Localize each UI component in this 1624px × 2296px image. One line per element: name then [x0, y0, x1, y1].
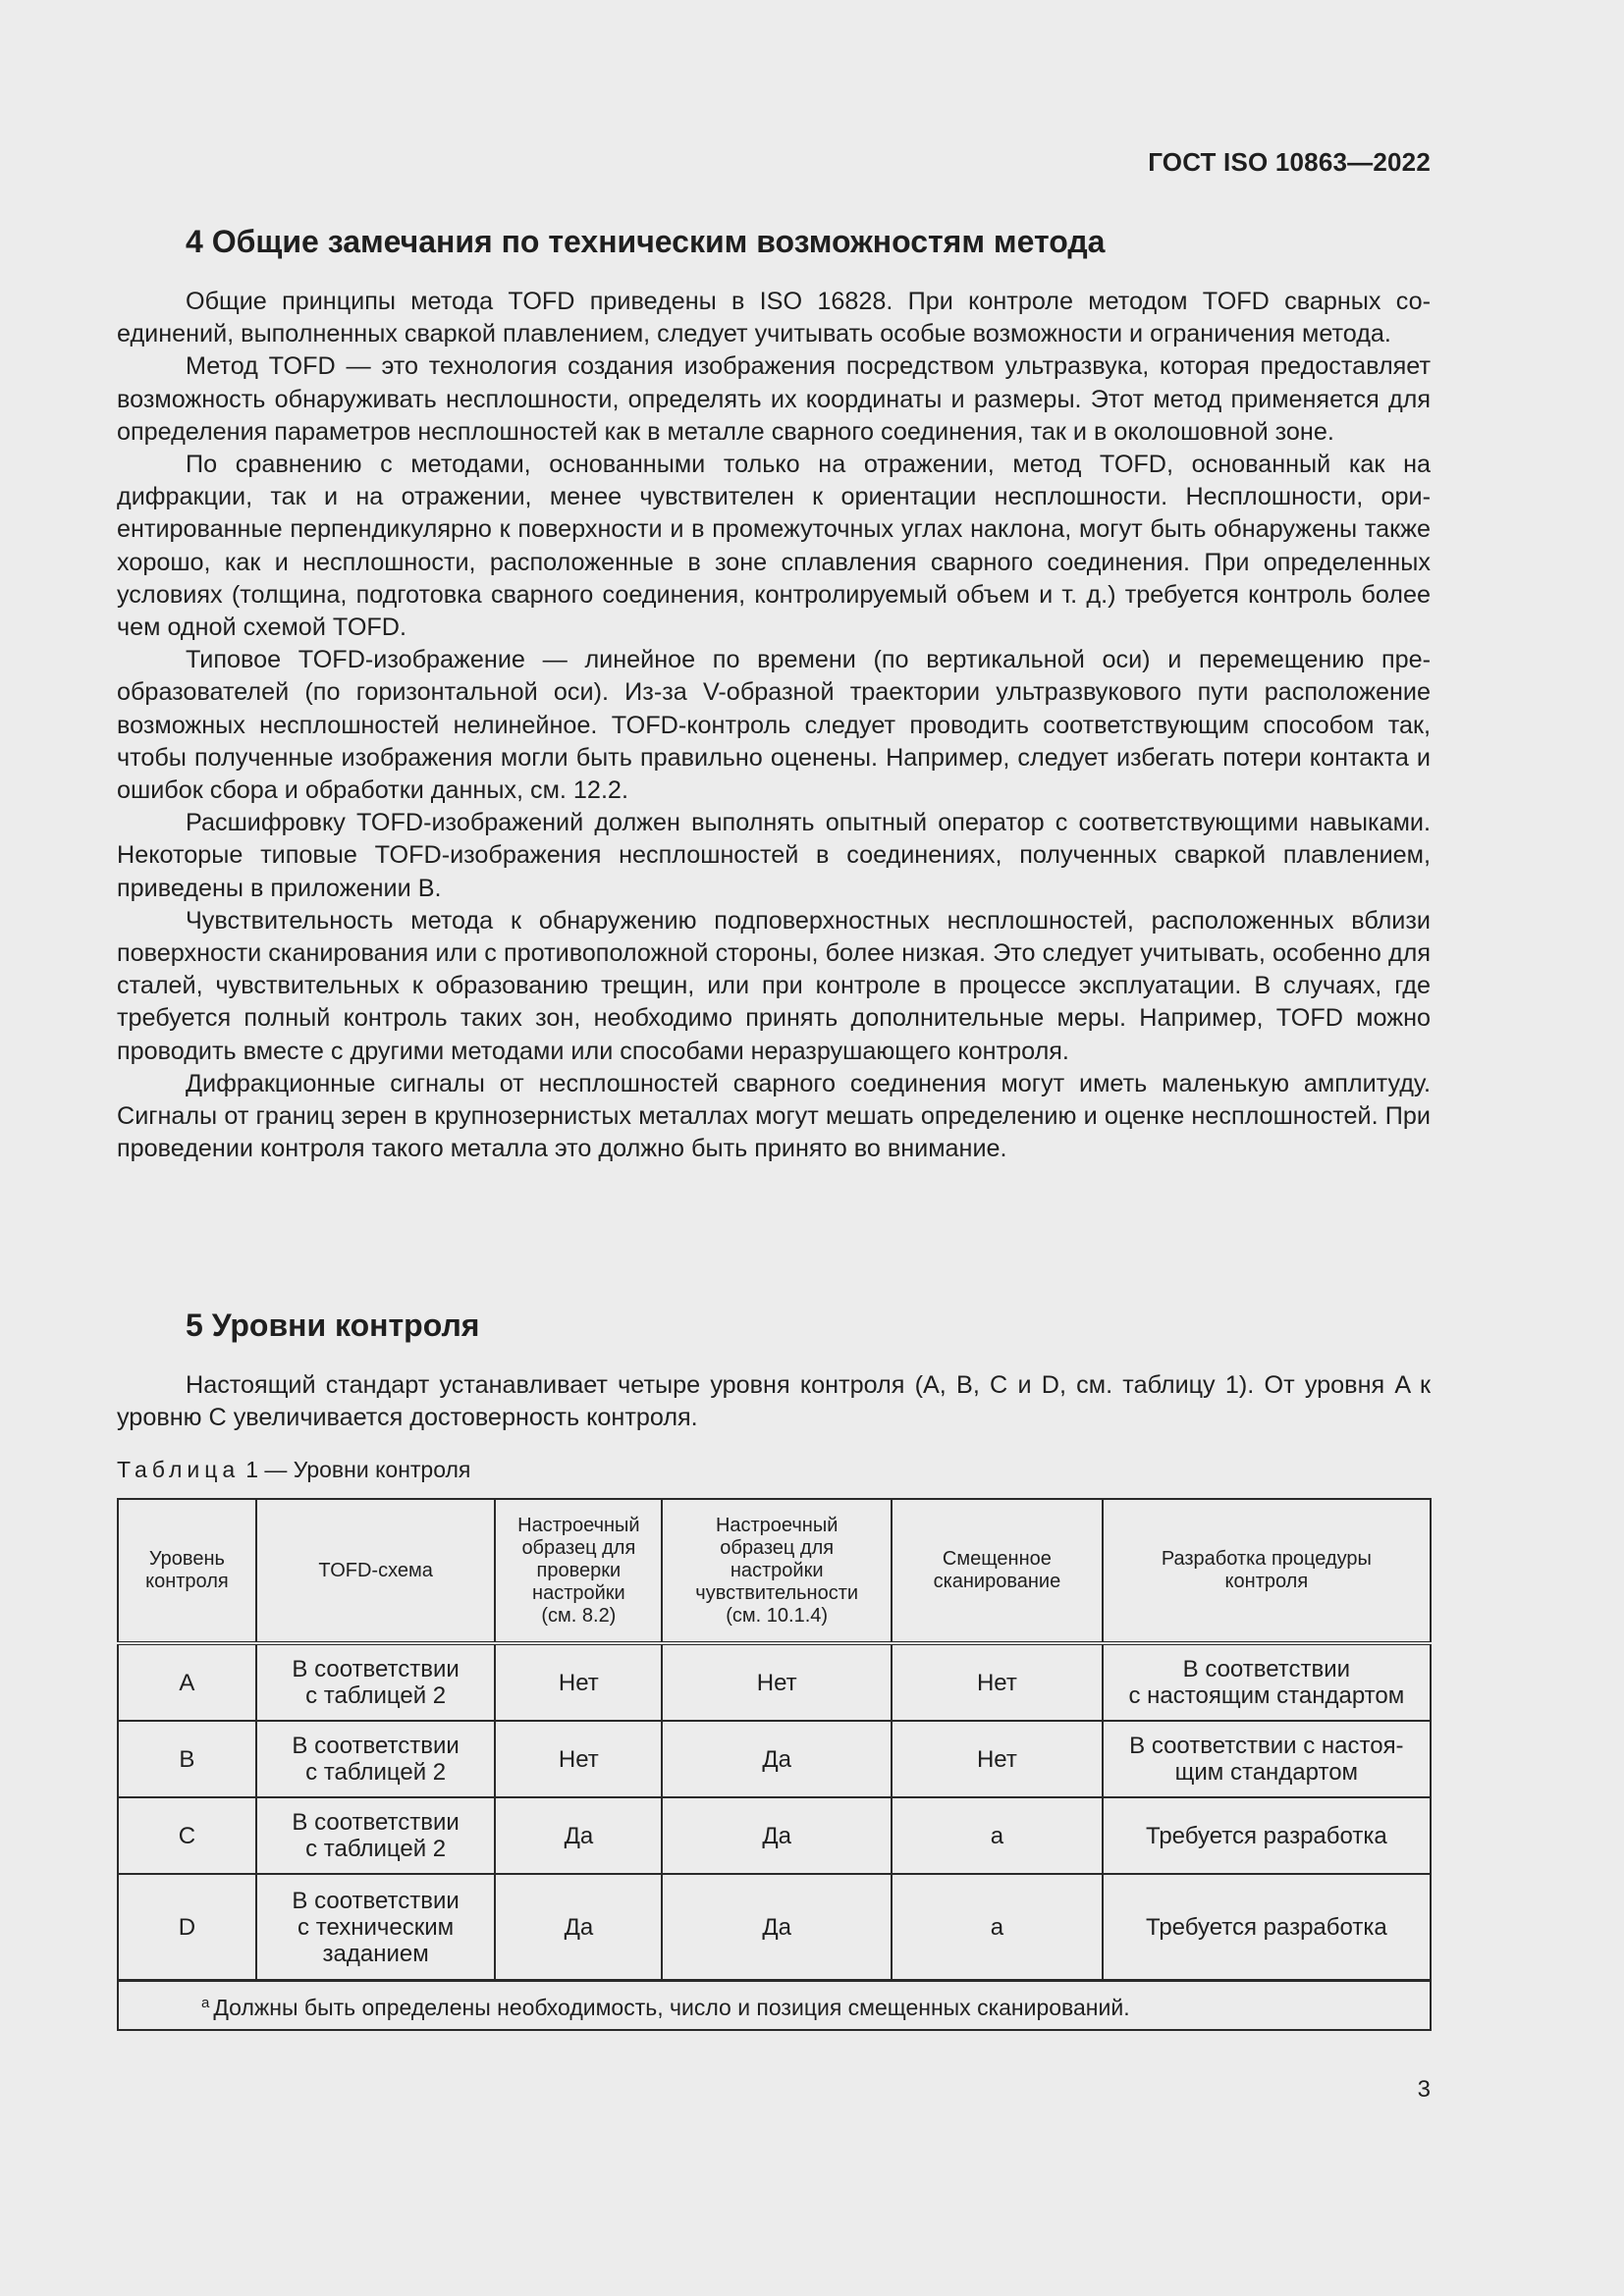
table-footnote — [118, 1981, 1431, 2031]
table-caption-label: Таблица — [117, 1457, 241, 1482]
paragraph: Типовое TOFD-изображение — линейное по времени (по вертикальной оси) и перемещению преобразователей (по горизонтальной оси). Из-за V-образной траектории ультразвукового пути расположение возможных несплошностей нелинейное. TOFD-контроль следует проводить соответствующим способом так, чтобы полученные изображения могли быть правильно оценены. Например, следует избегать потери контакта и ошибок сбора и обработки данных, см. 12.2. — [117, 646, 1431, 805]
table-row — [118, 1797, 1431, 1874]
section-5-heading: 5 Уровни контроля — [186, 1308, 480, 1343]
table-cell: Да — [662, 1721, 892, 1797]
table-cell: Требуется разработка — [1103, 1797, 1431, 1874]
table-cell: В соответствии с техническим заданием — [256, 1874, 496, 1981]
column-header: Смещенное сканирование — [892, 1499, 1103, 1643]
table-cell: a — [892, 1874, 1103, 1981]
control-levels-table — [117, 1498, 1432, 2031]
table-cell: C — [118, 1797, 256, 1874]
paragraph: Расшифровку TOFD-изображений должен выполнять опытный оператор с соответствующими навыками. Некоторые типовые TOFD-изображения несплошностей в соединениях, полученных сваркой плавлением, приведены в приложении B. — [117, 809, 1431, 902]
table-cell: В соответствии с настоящим стандартом — [1103, 1643, 1431, 1721]
table-cell: В соответствии с настоя- щим стандартом — [1103, 1721, 1431, 1797]
document-id: ГОСТ ISO 10863—2022 — [1148, 147, 1431, 177]
table-cell: Да — [662, 1874, 892, 1981]
table-row — [118, 1643, 1431, 1721]
table-footnote-row — [118, 1981, 1431, 2031]
paragraph: Метод TOFD — это технология создания изображения посредством ультразвука, которая предоставляет возможность обнаруживать несплошности, определять их координаты и размеры. Этот метод применяется для определения параметров несплошностей как в металле сварного соединения, так и в околошовной зоне. — [117, 352, 1431, 446]
table-caption — [117, 1457, 470, 1483]
section-4-body — [117, 286, 1431, 1165]
paragraph: Настоящий стандарт устанавливает четыре уровня контроля (A, B, C и D, см. таблицу 1). От уровня A к уровню C увеличивается достоверность контроля. — [117, 1371, 1431, 1432]
table-cell: Нет — [892, 1643, 1103, 1721]
table-row — [118, 1721, 1431, 1797]
column-header: Уровень контроля — [118, 1499, 256, 1643]
section-4-heading: 4 Общие замечания по техническим возможностям метода — [186, 224, 1106, 259]
table-cell: Да — [495, 1874, 662, 1981]
paragraph: Чувствительность метода к обнаружению подповерхностных несплошностей, расположенных вблизи поверхности сканирования или с противоположной стороны, более низкая. Это следует учитывать, особенно для сталей, чувствительных к образованию трещин, или при контроле в процессе эксплуатации. В случаях, где требуется полный контроль таких зон, необходимо принять дополнительные меры. Например, TOFD можно проводить вместе с другими методами или способами неразрушающего контроля. — [117, 906, 1431, 1065]
table-cell: D — [118, 1874, 256, 1981]
table-row — [118, 1874, 1431, 1981]
table-cell: Нет — [495, 1643, 662, 1721]
column-header: Настроечный образец для проверки настройки (см. 8.2) — [495, 1499, 662, 1643]
table-cell: В соответствии с таблицей 2 — [256, 1797, 496, 1874]
table-cell: Да — [662, 1797, 892, 1874]
section-5-body — [117, 1369, 1431, 1434]
column-header: Настроечный образец для настройки чувствительности (см. 10.1.4) — [662, 1499, 892, 1643]
table-cell: Нет — [495, 1721, 662, 1797]
paragraph: По сравнению с методами, основанными только на отражении, метод TOFD, основанный как на дифракции, так и на отражении, менее чувствителен к ориентации несплошности. Несплошности, ориентированные перпендикулярно к поверхности и в промежуточных углах наклона, могут быть обнаружены также хорошо, как и несплошности, расположенные в зоне сплавления сварного соединения. При определенных условиях (толщина, подготовка сварного соединения, контролируемый объем и т. д.) требуется контроль более чем одной схемой TOFD. — [117, 451, 1431, 642]
table-cell: Нет — [662, 1643, 892, 1721]
table-cell: Да — [495, 1797, 662, 1874]
table-header-row — [118, 1499, 1431, 1643]
column-header: Разработка процедуры контроля — [1103, 1499, 1431, 1643]
table-cell: В соответствии с таблицей 2 — [256, 1643, 496, 1721]
page-number: 3 — [1417, 2076, 1431, 2103]
table-caption-title: 1 — Уровни контроля — [245, 1457, 471, 1482]
paragraph: Дифракционные сигналы от несплошностей сварного соединения могут иметь маленькую амплитуду. Сигналы от границ зерен в крупнозернистых металлах могут мешать определению и оценке несплошностей. При проведении контроля такого металла это должно быть принято во внимание. — [117, 1069, 1431, 1163]
table-cell: a — [892, 1797, 1103, 1874]
footnote-text: Должны быть определены необходимость, число и позиция смещенных сканирований. — [213, 1995, 1130, 2020]
table-cell: B — [118, 1721, 256, 1797]
table-cell: Нет — [892, 1721, 1103, 1797]
table-cell: Требуется разработка — [1103, 1874, 1431, 1981]
column-header: TOFD-схема — [256, 1499, 496, 1643]
footnote-mark: a — [201, 1995, 210, 2011]
table-cell: A — [118, 1643, 256, 1721]
paragraph: Общие принципы метода TOFD приведены в ISO 16828. При контроле методом TOFD сварных соединений, выполненных сваркой плавлением, следует учитывать особые возможности и ограничения метода. — [117, 288, 1431, 348]
table-cell: В соответствии с таблицей 2 — [256, 1721, 496, 1797]
